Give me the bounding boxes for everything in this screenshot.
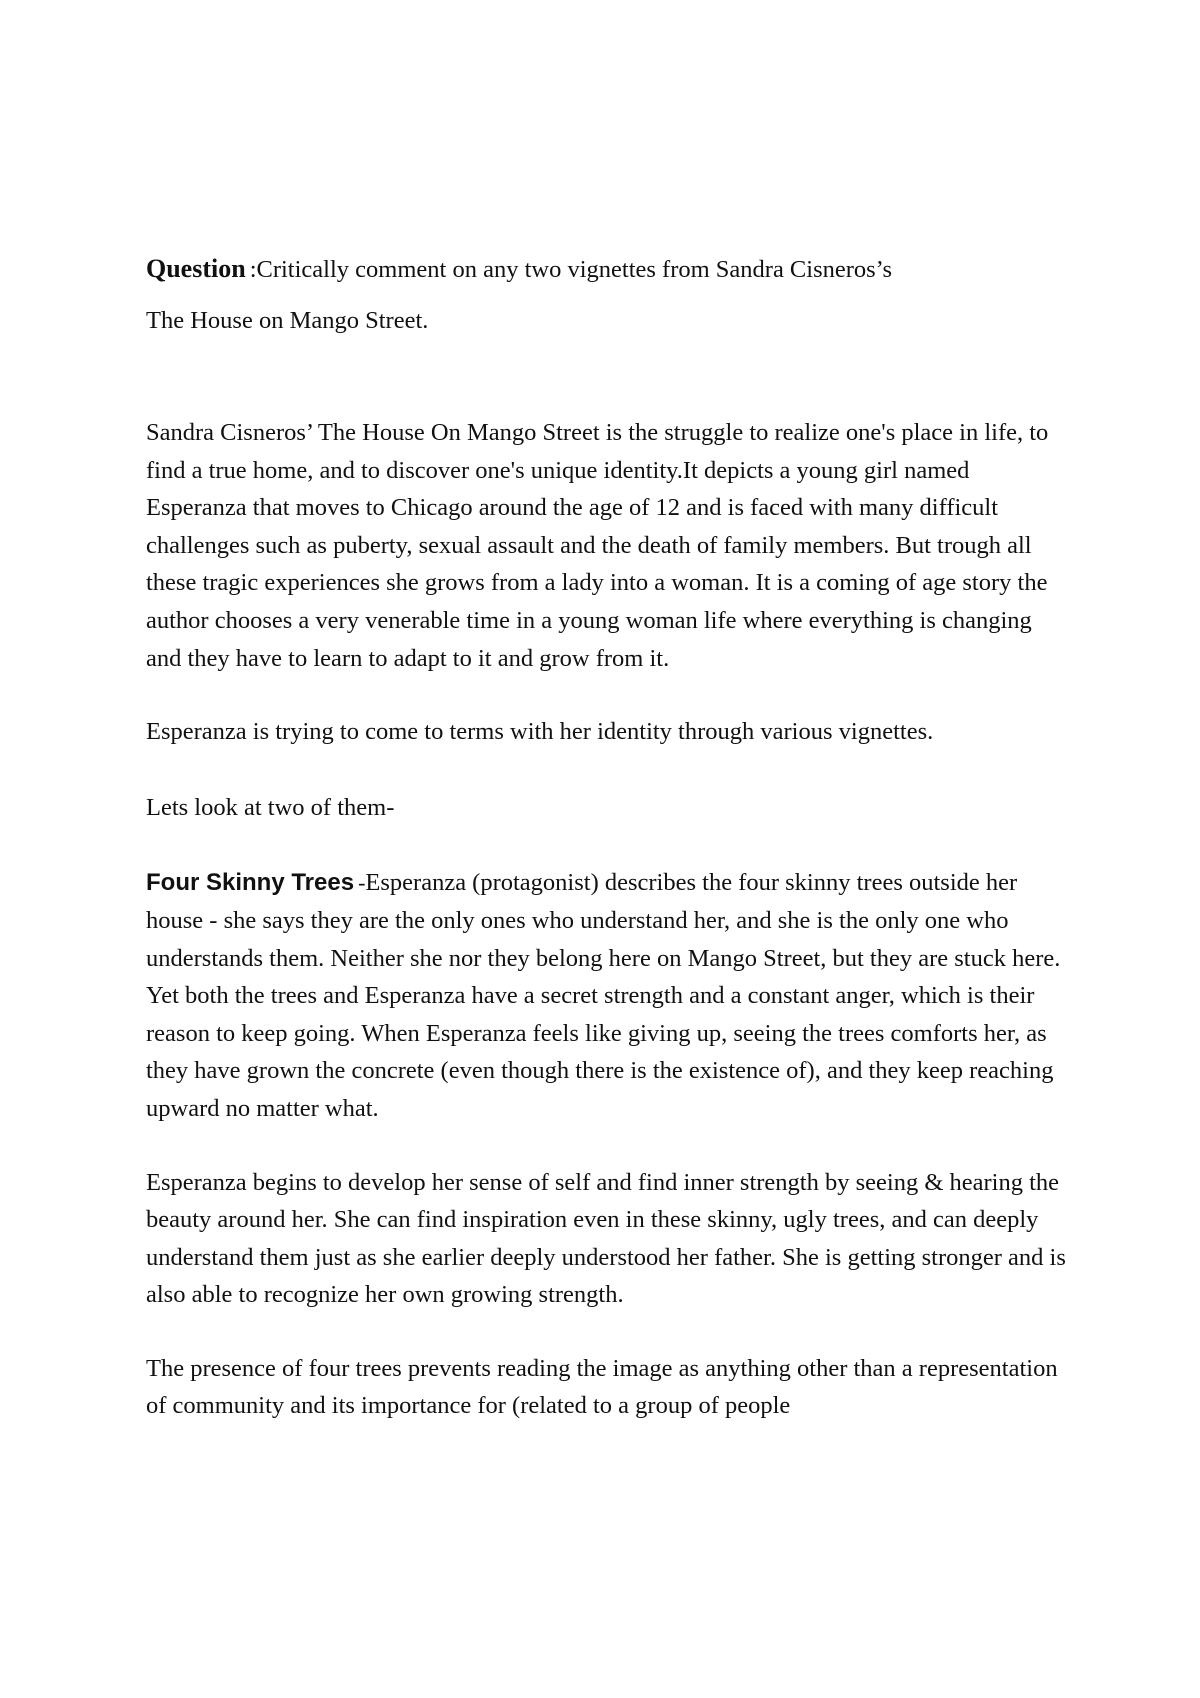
question-text-line1: Critically comment on any two vignettes from Sandra Cisneros’s	[256, 256, 893, 283]
four-skinny-trees-heading: Four Skinny Trees	[146, 869, 355, 897]
question-colon: :	[249, 256, 257, 283]
intro-paragraph: Sandra Cisneros’ The House On Mango Street is the struggle to realize one's place in life, to find a true home, and to discover one's unique identity.It depicts a young girl named Esperanza that moves to Chicago around the age of 12 and is faced with many difficult challenges such as puberty, sexual assault and the death of family members. But trough all these tragic experiences she grows from a lady into a woman. It is a coming of age story the author chooses a very venerable time in a young woman life where everything is changing and they have to learn to adapt to it and grow from it.	[146, 419, 1049, 672]
question-block	[146, 243, 1066, 346]
lets-look-paragraph: Lets look at two of them-	[146, 793, 395, 821]
question-text-line2: The House on Mango Street.	[146, 307, 429, 334]
sense-of-self-paragraph: Esperanza begins to develop her sense of self and find inner strength by seeing & hearing the beauty around her. She can find inspiration even in these skinny, ugly trees, and can deeply understand them just as she earlier deeply understood her father. She is getting stronger and is also able to recognize her own growing strength.	[146, 1168, 1066, 1309]
heading-separator: -	[358, 870, 366, 896]
document-body	[146, 243, 1066, 1425]
identity-paragraph: Esperanza is trying to come to terms with her identity through various vignettes.	[146, 718, 934, 746]
community-paragraph: The presence of four trees prevents reading the image as anything other than a representation of community and its importance for (related to a group of people	[146, 1354, 1058, 1420]
question-label: Question	[146, 254, 246, 283]
four-skinny-trees-text: Esperanza (protagonist) describes the four skinny trees outside her house - she says they are the only ones who understand her, and she is the only one who understands them. Neither she nor they belong here on Mango Street, but they are stuck here. Yet both the trees and Esperanza have a secret strength and a constant anger, which is their reason to keep going. When Esperanza feels like giving up, seeing the trees comforts her, as they have grown the concrete (even though there is the existence of), and they keep reaching upward no matter what.	[146, 869, 1061, 1122]
four-skinny-trees-paragraph	[146, 864, 1066, 1127]
